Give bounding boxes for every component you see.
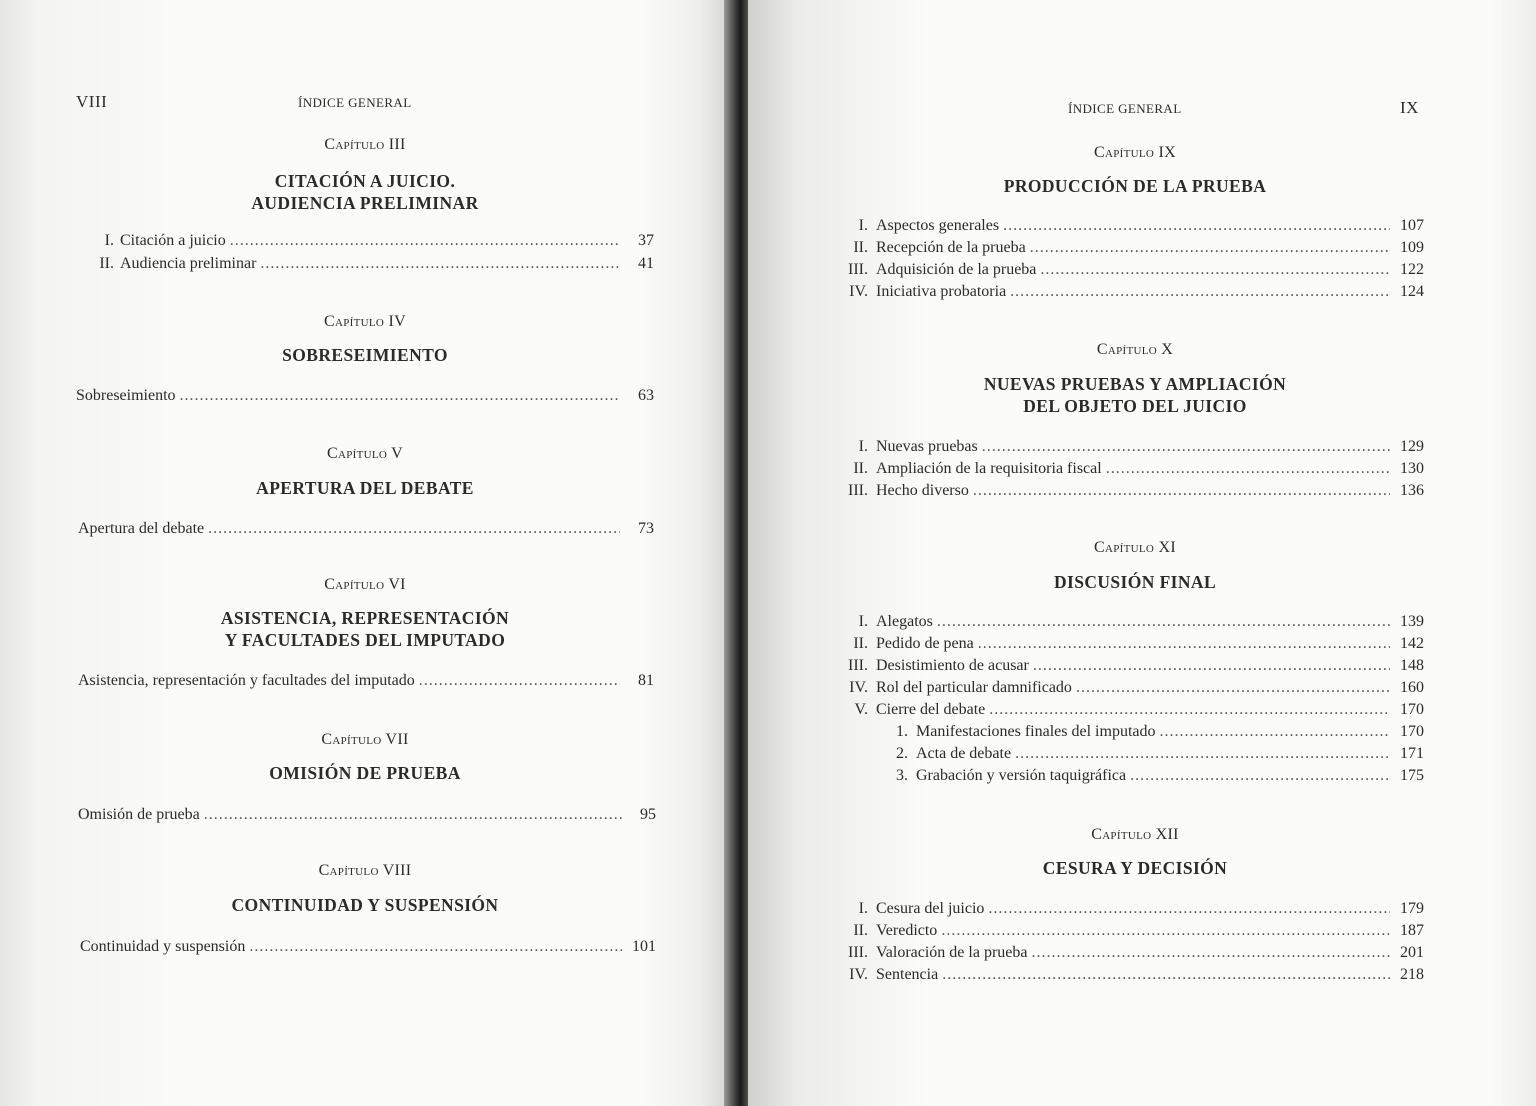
toc-entry[interactable]: Apertura del debate ..... 73 xyxy=(78,518,654,540)
chapter-title: DISCUSIÓN FINAL xyxy=(1053,572,1217,592)
toc-entry[interactable]: Continuidad y suspensión ..... 101 xyxy=(80,936,656,958)
chapter-title: CESURA Y DECISIÓN xyxy=(1042,858,1228,878)
right-page-number: IX xyxy=(1400,98,1419,117)
chapter-label: Capítulo IV xyxy=(324,313,406,330)
chapter-label: Capítulo VII xyxy=(321,731,409,748)
toc-entry[interactable]: II. Audiencia preliminar ..... 41 xyxy=(92,253,654,275)
toc-entry[interactable]: II. Recepción de la prueba ..... 109 xyxy=(836,237,1424,259)
leader-dots xyxy=(180,385,620,407)
leader-dots xyxy=(988,898,1390,920)
toc-entry[interactable]: I. Alegatos ..... 139 xyxy=(836,611,1424,633)
left-running-title: ÍNDICE GENERAL xyxy=(298,95,412,110)
chapter-title: PRODUCCIÓN DE LA PRUEBA xyxy=(1003,176,1267,196)
toc-entry[interactable]: I. Citación a juicio ..... 37 xyxy=(92,230,654,252)
leader-dots xyxy=(1015,743,1390,765)
leader-dots xyxy=(260,253,620,275)
toc-entry[interactable]: Asistencia, representación y facultades del imputado ..... 81 xyxy=(78,670,654,692)
leader-dots xyxy=(1010,281,1390,303)
leader-dots xyxy=(1030,237,1390,259)
chapter-title: CONTINUIDAD Y SUSPENSIÓN xyxy=(231,895,499,915)
toc-entry[interactable]: I. Cesura del juicio ..... 179 xyxy=(836,898,1424,920)
leader-dots xyxy=(230,230,620,252)
chapter-label: Capítulo V xyxy=(327,445,403,462)
toc-subentry[interactable]: 2. Acta de debate ..... 171 xyxy=(888,743,1424,765)
leader-dots xyxy=(989,699,1390,721)
toc-entry[interactable]: V. Cierre del debate ..... 170 xyxy=(836,699,1424,721)
leader-dots xyxy=(937,611,1390,633)
chapter-label: Capítulo VIII xyxy=(318,862,412,879)
chapter-label: Capítulo IX xyxy=(1094,144,1176,161)
chapter-label: Capítulo XI xyxy=(1094,539,1176,556)
toc-entry[interactable]: IV. Rol del particular damnificado ..... 160 xyxy=(836,677,1424,699)
toc-entry[interactable]: II. Pedido de pena ..... 142 xyxy=(836,633,1424,655)
toc-entry[interactable]: Sobreseimiento ..... 63 xyxy=(76,385,654,407)
chapter-title: ASISTENCIA, REPRESENTACIÓN Y FACULTADES DEL IMPUTADO xyxy=(220,608,510,650)
leader-dots xyxy=(1003,215,1390,237)
leader-dots xyxy=(973,480,1390,502)
left-page-number: VIII xyxy=(76,92,108,111)
toc-entry[interactable]: I. Nuevas pruebas ..... 129 xyxy=(836,436,1424,458)
leader-dots xyxy=(1130,765,1390,787)
toc-entry[interactable]: IV. Sentencia ..... 218 xyxy=(836,964,1424,986)
chapter-title: NUEVAS PRUEBAS Y AMPLIACIÓN DEL OBJETO DEL JUICIO xyxy=(983,374,1287,416)
right-running-title: ÍNDICE GENERAL xyxy=(1068,101,1182,116)
toc-entry[interactable]: III. Valoración de la prueba ..... 201 xyxy=(836,942,1424,964)
toc-entry[interactable]: Omisión de prueba ..... 95 xyxy=(78,804,656,826)
leader-dots xyxy=(1033,655,1390,677)
toc-entry[interactable]: I. Aspectos generales ..... 107 xyxy=(836,215,1424,237)
chapter-title: CITACIÓN A JUICIO. AUDIENCIA PRELIMINAR xyxy=(251,171,479,213)
chapter-title: APERTURA DEL DEBATE xyxy=(256,478,474,498)
leader-dots xyxy=(249,936,622,958)
leader-dots xyxy=(978,633,1390,655)
left-page xyxy=(0,0,728,1106)
toc-entry[interactable]: III. Desistimiento de acusar ..... 148 xyxy=(836,655,1424,677)
chapter-title: SOBRESEIMIENTO xyxy=(282,345,448,365)
leader-dots xyxy=(982,436,1390,458)
toc-entry[interactable]: II. Veredicto ..... 187 xyxy=(836,920,1424,942)
leader-dots xyxy=(1076,677,1390,699)
leader-dots xyxy=(942,964,1390,986)
toc-subentry[interactable]: 1. Manifestaciones finales del imputado ..... 170 xyxy=(888,721,1424,743)
leader-dots xyxy=(1159,721,1390,743)
chapter-title: OMISIÓN DE PRUEBA xyxy=(269,763,461,783)
leader-dots xyxy=(419,670,620,692)
leader-dots xyxy=(1040,259,1390,281)
toc-entry[interactable]: III. Adquisición de la prueba ..... 122 xyxy=(836,259,1424,281)
leader-dots xyxy=(1031,942,1390,964)
chapter-label: Capítulo XII xyxy=(1091,826,1179,843)
toc-subentry[interactable]: 3. Grabación y versión taquigráfica ..... 175 xyxy=(888,765,1424,787)
toc-entry[interactable]: IV. Iniciativa probatoria ..... 124 xyxy=(836,281,1424,303)
chapter-label: Capítulo VI xyxy=(324,576,406,593)
chapter-label: Capítulo X xyxy=(1096,341,1174,358)
chapter-label: Capítulo III xyxy=(324,136,406,153)
leader-dots xyxy=(1106,458,1390,480)
toc-entry[interactable]: II. Ampliación de la requisitoria fiscal ..... 130 xyxy=(836,458,1424,480)
leader-dots xyxy=(941,920,1390,942)
right-page xyxy=(748,0,1536,1106)
leader-dots xyxy=(208,518,620,540)
toc-entry[interactable]: III. Hecho diverso ..... 136 xyxy=(836,480,1424,502)
leader-dots xyxy=(204,804,622,826)
